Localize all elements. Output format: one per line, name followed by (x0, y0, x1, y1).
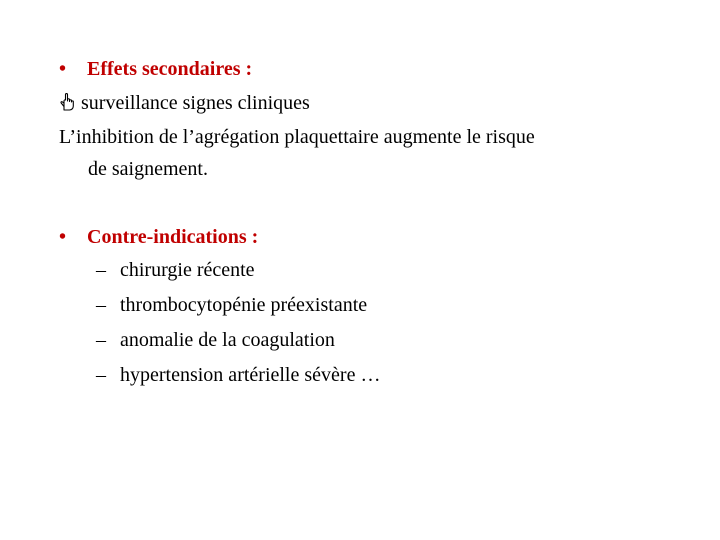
paragraph-line-2: de saignement. (88, 158, 208, 180)
bullet-icon: • (59, 58, 67, 80)
list-item-text: chirurgie récente (120, 259, 255, 281)
list-item (96, 328, 335, 352)
dash-icon: – (96, 259, 106, 281)
list-item (96, 363, 380, 387)
list-item-text: hypertension artérielle sévère … (120, 364, 381, 386)
surveillance-line (59, 91, 310, 115)
surveillance-text: surveillance signes cliniques (81, 92, 310, 114)
list-item (96, 293, 367, 317)
list-item-text: anomalie de la coagulation (120, 329, 335, 351)
list-item (96, 258, 255, 282)
bullet-icon: • (59, 226, 67, 248)
list-item-text: thrombocytopénie préexistante (120, 294, 368, 316)
pointing-hand-icon (59, 92, 77, 112)
paragraph-line-1: L’inhibition de l’agrégation plaquettaire augmente le risque (59, 126, 535, 148)
dash-icon: – (96, 364, 106, 386)
effets-secondaires-heading: Effets secondaires : (87, 58, 253, 80)
contre-indications-heading-line (59, 225, 258, 249)
dash-icon: – (96, 294, 106, 316)
contre-indications-heading: Contre-indications : (87, 226, 259, 248)
dash-icon: – (96, 329, 106, 351)
effets-secondaires-heading-line (59, 57, 252, 81)
